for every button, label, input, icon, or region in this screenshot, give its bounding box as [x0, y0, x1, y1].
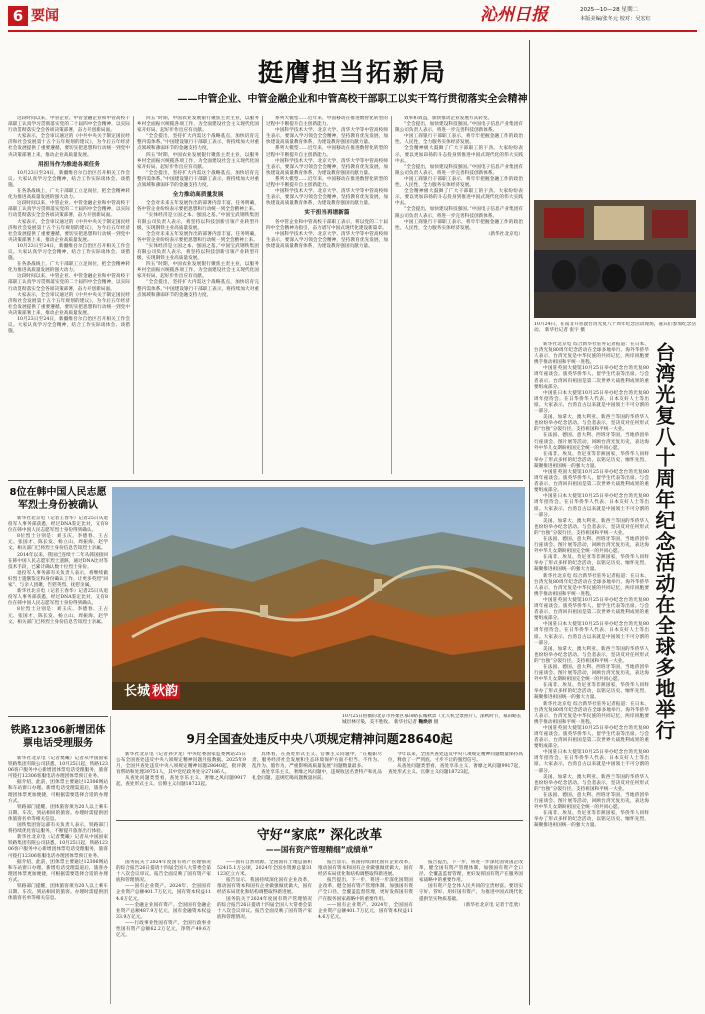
- lead-paragraph: 中国科学技术大学、北京大学、清华大学等中管高校师生表示，要深入学习领会全会精神，坚持教育优先发展，加快建设高质量教育体系，为建设教育强国贡献力量。: [266, 189, 388, 207]
- assets-paragraph: 报告显示，我国持续深化国有企业改革，推动国有资本和国有企业做强做优做大，国有经济布局优化和结构调整取得新进展。: [217, 878, 312, 896]
- right-paragraph: 在南非、埃及、肯尼亚等非洲国家，华侨华人同样举办了形式多样的纪念活动，以铭记历史、缅怀先烈，凝聚推进祖国统一的强大力量。: [534, 555, 649, 573]
- assets-paragraph: ——行政事业性国有资产。全国行政事业性国有资产总额62.2万亿元，净资产49.6万亿元。: [116, 920, 211, 939]
- eight-rules-title: 9月全国查处违反中央八项规定精神问题28640起: [186, 732, 453, 746]
- lead-paragraph: 中国工商银行干部职工表示，将牢牢把握金融工作的政治性、人民性，全力服务实体经济发展。: [395, 176, 523, 189]
- assets-paragraph: ——金融企业国有资产。全国国有金融企业资产总额487.9万亿元，国有金融资本权益33.9万亿元。: [116, 902, 211, 920]
- right-paragraph: 中国驻日本大使馆10月25日举办纪念台湾光复80周年招待会。在日华侨华人代表、日本友好人士等出席。大家表示，台湾自古以来就是中国领土不可分割的一部分。: [534, 750, 649, 774]
- right-paragraph: 美国、加拿大、澳大利亚、新西兰等国的华侨华人也纷纷举办纪念活动。与会者表示，坚决反对任何形式的“台独”分裂行径，支持祖国和平统一大业。: [534, 646, 649, 664]
- lead-paragraph: 中国科学技术大学、北京大学、清华大学等中管高校师生表示，要深入学习领会全会精神，坚持教育优先发展，加快建设高质量教育体系，为建设教育强国贡献力量。: [266, 158, 388, 176]
- assets-subtitle: ——国有资产管理精细“成绩单”: [265, 845, 374, 854]
- lead-paragraph: 中国科学技术大学、北京大学、清华大学等中管高校师生表示，要深入学习领会全会精神，坚持教育优先发展，加快建设高质量教育体系，为建设教育强国贡献力量。: [266, 231, 388, 249]
- lead-paragraph: 全会精神极大鼓舞了广大干部职工的干劲。大家纷纷表示，要以更加昂扬的斗志投身到推进中国式现代化的伟大实践中去。: [395, 146, 523, 164]
- right-paragraph: 新华社北京电 综合新华社驻外记者报道：在日本、台湾光复80周年纪念活动在全球多地举行。海外华侨华人表示，台湾光复是中华民族的共同记忆，两岸同胞要携手推动祖国和平统一进程。: [534, 342, 649, 366]
- lead-paragraph: 全会对未来五年发展作出的部署内容丰富、任务明确，各中管企业纷纷表示要把思想和行动统一到全会精神上来。: [137, 201, 259, 213]
- right-paragraph: 中国驻日本大使馆10月25日举办纪念台湾光复80周年招待会。在日华侨华人代表、日本友好人士等出席。大家表示，台湾自古以来就是中国领土不可分割的一部分。: [534, 494, 649, 518]
- vertical-title-text: 台湾光复八十周年纪念活动在全球多地举行: [652, 342, 676, 741]
- header-rule: [8, 30, 697, 32]
- right-article-body: [534, 342, 649, 1004]
- lead-paragraph: 全会精神极大鼓舞了广大干部职工的干劲。大家纷纷表示，要以更加昂扬的斗志投身到推进中国式现代化的伟大实践中去。: [395, 189, 523, 207]
- eight-rules-paragraph: 查处享乐主义、奢靡之风问题中，违规收送名贵特产和礼品礼金问题、违规吃喝问题数量居前。: [252, 770, 382, 782]
- rail-paragraph: 据介绍，此前，团体票主要通过12306网站和车站窗口办理。新增电话受理渠道后，旅客办理团体票更加便捷，可根据需要选择合适的办理方式。: [8, 859, 108, 883]
- right-column-divider: [529, 40, 530, 1005]
- assets-paragraph: ——国有企业资产。2024年，全国国有企业资产总额401.7万亿元，国有资本权益114.6万亿元。: [318, 902, 413, 920]
- rail-paragraph: 据介绍，此前，团体票主要通过12306网站和车站窗口办理。新增电话受理渠道后，旅客办理团体票更加便捷，可根据需要选择合适的办理方式。: [8, 780, 108, 804]
- lead-paragraph: 中国工商银行干部职工表示，将牢牢把握金融工作的政治性、人民性，全力服务实体经济发展。: [395, 134, 523, 146]
- lead-paragraph: “全会提出，加快建设科技强国。”中国电子信息产业集团有限公司负责人表示，将进一步完善科技创新体系。: [395, 207, 523, 219]
- right-paragraph: 在南非、埃及、肯尼亚等非洲国家，华侨华人同样举办了形式多样的纪念活动，以铭记历史、缅怀先烈，凝聚推进祖国统一的强大力量。: [534, 811, 649, 829]
- lead-section-heading: 全力推动高质量发展: [172, 192, 224, 199]
- photo-label: [124, 683, 224, 703]
- eight-rules-column-3: [388, 752, 523, 816]
- assets-paragraph: 国务院关于2024年度国有资产管理情况的综合报告26日提请十四届全国人大常委会第十八次会议审议。报告全面反映了国有资产家底和管理情况。: [217, 896, 312, 920]
- right-paragraph: 在法国、德国、意大利、西班牙等国，当地侨团举行座谈会、图片展等活动，回顾台湾光复历史，表达海外中华儿女期盼祖国完全统一的共同心愿。: [534, 537, 649, 555]
- lead-paragraph: 系列大模型……近年来，中国移动在推进数智化转型的过程中不断提升自主创新能力。: [266, 176, 388, 189]
- assets-column-3: [318, 860, 413, 1004]
- lead-section-heading: 实干担当再谱新篇: [304, 210, 350, 217]
- lead-paragraph: “全会提出，加快建设科技强国。”中国电子信息产业集团有限公司负责人表示，将进一步完善科技创新体系。: [395, 122, 523, 134]
- lead-paragraph: “全会提出，加快建设科技强国。”中国电子信息产业集团有限公司负责人表示，将进一步完善科技创新体系。: [395, 164, 523, 176]
- lead-paragraph: 四五”时期，中国农业发展银行聚焦主责主业，以服务乡村全面振兴统揽各项工作，为全面建设社会主义现代化国家开好局、起好步作出应有贡献。: [137, 116, 259, 134]
- eight-rules-paragraph: 从查处问题类型看，查处享乐主义、奢靡之风问题9917起，查处形式主义、官僚主义问题18723起。: [388, 764, 523, 776]
- korea-paragraph: 8位烈士分别是：刘玉庆、李德春、王占元、张国才、陈长发、杨立山、周振海、赵学文。相关部门已将烈士身份信息告知烈士亲属。: [8, 607, 108, 625]
- rail-paragraph: 国铁集团客运部有关负责人表示，铁路部门将持续优化客运服务，不断提升旅客出行体验。: [8, 823, 108, 835]
- rail-paragraph: 新华社北京电（记者樊曦）记者从中国国家铁路集团有限公司获悉，10月25日起，铁路12306客户服务中心新增团体票电话受理服务，旅客可拨打12306客服电话办理团体票预订业务。: [8, 756, 108, 780]
- lead-dateline: （新华社北京电）: [485, 231, 523, 237]
- right-vertical-headline: [652, 342, 696, 742]
- lead-paragraph: 10月23日至24日，新疆维吾尔自治区召开相关工作会议。大家认真学习全会精神，结合工作实际谈体会、谈措施。: [8, 243, 130, 262]
- assets-title: 守好“家底” 深化改革: [256, 828, 383, 843]
- lead-paragraph: 这段时间以来，中管企业、中管金融企业和中管高校干部职工认真学习贯彻落实党的二十届四中全会精神，以实际行动贯彻落实全会各项决策部署，奋力开创新局面。: [8, 116, 130, 134]
- assets-paragraph: 报告提出，下一步，将进一步深化国资国企改革，健全国有资产管理体制，加强国有资产全口径、全覆盖监督管理，更好发挥国有资产在服务国家战略中的重要作用。: [419, 860, 523, 884]
- lead-paragraph: 这段时间以来，中管企业、中管金融企业和中管高校干部职工认真学习贯彻落实党的二十届四中全会精神，以实际行动贯彻落实全会各项决策部署，奋力开创新局面。: [8, 274, 130, 292]
- right-paragraph: 中国驻英国大使馆10月25日举办纪念台湾光复80周年座谈会。旅英华侨华人、留学生代表等出席。与会者表示，台湾回归祖国是第二次世界大战胜利成果的重要组成部分。: [534, 597, 649, 622]
- right-paragraph: 中国驻日本大使馆10月25日举办纪念台湾光复80周年招待会。在日华侨华人代表、日本友好人士等出席。大家表示，台湾自古以来就是中国领土不可分割的一部分。: [534, 390, 649, 415]
- lead-paragraph: 10月23日至24日，新疆维吾尔自治区召开相关工作会议。大家认真学习全会精神，结合工作实际谈体会、谈措施。: [8, 170, 130, 188]
- right-paragraph: 中国驻英国大使馆10月25日举办纪念台湾光复80周年座谈会。旅英华侨华人、留学生代表等出席。与会者表示，台湾回归祖国是第二次世界大战胜利成果的重要组成部分。: [534, 366, 649, 390]
- assets-paragraph: 报告提出，下一步，将进一步深化国资国企改革，健全国有资产管理体制，加强国有资产全口径、全覆盖监督管理，更好发挥国有资产在服务国家战略中的重要作用。: [318, 878, 413, 902]
- korea-title: 8位在韩中国人民志愿军烈士身份被确认: [9, 487, 107, 511]
- lead-paragraph: 10月23日至24日，新疆维吾尔自治区召开相关工作会议。大家认真学习全会精神，结合工作实际谈体会、谈措施。: [8, 317, 130, 335]
- eight-rules-column-2: [252, 752, 382, 816]
- right-paragraph: 在南非、埃及、肯尼亚等非洲国家，华侨华人同样举办了形式多样的纪念活动，以铭记历史、缅怀先烈，凝聚推进祖国统一的强大力量。: [534, 683, 649, 701]
- rail-paragraph: 新华社北京电（记者樊曦）记者从中国国家铁路集团有限公司获悉，10月25日起，铁路12306客户服务中心新增团体票电话受理服务，旅客可拨打12306客服电话办理团体票预订业务。: [8, 835, 108, 859]
- lead-column-4: [395, 116, 523, 474]
- eight-rules-paragraph: 新华社北京电（记者孙少龙）中央纪委国家监委网站25日公布全国查处违反中央八项规定精神问题月报数据。2025年9月，全国共查处违反中央八项规定精神问题28640起，批评教育帮助和处理39751人，其中党纪政务处分27186人。: [116, 752, 246, 776]
- photo-caption: [342, 714, 522, 726]
- lead-paragraph: 大家表示，全会审议通过的《中共中央关于制定国民经济和社会发展第十五个五年规划的建议》，为今后五年经济社会发展提供了重要遵循，要切实把思想和行动统一到党中央决策部署上来，推动企业高质量发展。: [8, 134, 130, 158]
- photo-credit: 新华社记者 张宇 摄: [544, 328, 585, 334]
- rail-headline: [8, 724, 108, 750]
- assets-column-2: [217, 860, 312, 1004]
- right-paragraph: 中国驻英国大使馆10月25日举办纪念台湾光复80周年座谈会。旅英华侨华人、留学生代表等出席。与会者表示，台湾回归祖国是第二次世界大战胜利成果的重要组成部分。: [534, 725, 649, 750]
- lead-paragraph: “实体经济是立国之本、强国之基。”中国宝武钢铁集团有限公司负责人表示，将坚持以科技创新引领产业转型升级，实现钢铁主业高质量发展。: [137, 213, 259, 231]
- column-divider: [391, 116, 392, 474]
- right-paragraph: 美国、加拿大、澳大利亚、新西兰等国的华侨华人也纷纷举办纪念活动。与会者表示，坚决反对任何形式的“台独”分裂行径，支持祖国和平统一大业。: [534, 518, 649, 536]
- korea-headline: [8, 486, 108, 512]
- column-divider: [262, 116, 263, 474]
- lead-paragraph: 效率和效益，加快推动企业发展方式转变。: [404, 116, 493, 121]
- assets-column-1: [116, 860, 211, 1004]
- section-title: 要闻: [31, 8, 59, 24]
- photo-caption-text: 10月25日拍摄的北京市怀柔区慕田峪长城秋景（无人机全景照片）。深秋时节，慕田峪长城层林尽染，美不胜收。: [342, 714, 522, 726]
- lead-paragraph: 四五”时期，中国农业发展银行聚焦主责主业，以服务乡村全面振兴统揽各项工作，为全面建设社会主义现代化国家开好局、起好步作出应有贡献。: [137, 262, 259, 280]
- lead-paragraph: 在各条战线上，广大干部职工立足岗位，把全会精神转化为推进高质量发展的强大动力。: [8, 189, 130, 201]
- lead-paragraph: 大家表示，全会审议通过的《中共中央关于制定国民经济和社会发展第十五个五年规划的建议》，为今后五年经济社会发展提供了重要遵循，要切实把思想和行动统一到党中央决策部署上来，推动企业高质量发展。: [8, 292, 130, 316]
- right-paragraph: 新华社北京电 综合新华社驻外记者报道：在日本、台湾光复80周年纪念活动在全球多地举行。海外华侨华人表示，台湾光复是中华民族的共同记忆，两岸同胞要携手推动祖国和平统一进程。: [534, 573, 649, 597]
- right-photo: [534, 200, 696, 318]
- photo-credit-name: 鞠焕宗: [418, 720, 433, 726]
- issue-date: 2025—10—28 星期二: [580, 7, 639, 13]
- lead-paragraph: “全会提出，坚持扩大内需这个战略基点，加快培育完整内需体系。”中国建设银行干部职工表示，将持续加大对重点领域和薄弱环节的金融支持力度。: [137, 134, 259, 152]
- photo-credit-prefix: 新华社记者: [394, 720, 417, 726]
- right-paragraph: 美国、加拿大、澳大利亚、新西兰等国的华侨华人也纷纷举办纪念活动。与会者表示，坚决反对任何形式的“台独”分裂行径，支持祖国和平统一大业。: [534, 774, 649, 792]
- lead-paragraph: “全会提出，坚持扩大内需这个战略基点，加快培育完整内需体系。”中国建设银行干部职工表示，将持续加大对重点领域和薄弱环节的金融支持力度。: [137, 170, 259, 189]
- lead-paragraph: 这段时间以来，中管企业、中管金融企业和中管高校干部职工认真学习贯彻落实党的二十届四中全会精神，以实际行动贯彻落实全会各项决策部署，奋力开创新局面。: [8, 201, 130, 219]
- rail-paragraph: 铁路部门提醒，团体旅客须为20人以上乘车日期、车次、到站相同的旅客。办理时需提供团体旅客名单等相关信息。: [8, 804, 108, 822]
- eight-rules-paragraph: 从查处问题类型看，查处享乐主义、奢靡之风问题9917起，查处形式主义、官僚主义问题18723起。: [116, 776, 246, 788]
- right-paragraph: 在法国、德国、意大利、西班牙等国，当地侨团举行座谈会、图片展等活动，回顾台湾光复历史，表达海外中华儿女期盼祖国完全统一的共同心愿。: [534, 664, 649, 683]
- right-paragraph: 在南非、埃及、肯尼亚等非洲国家，华侨华人同样举办了形式多样的纪念活动，以铭记历史、缅怀先烈，凝聚推进祖国统一的强大力量。: [534, 451, 649, 469]
- korea-paragraph: 8位烈士分别是：刘玉庆、李德春、王占元、张国才、陈长发、杨立山、周振海、赵学文。相关部门已将烈士身份信息告知烈士亲属。: [8, 534, 108, 552]
- lead-column-2: [137, 116, 259, 474]
- assets-paragraph: 国有资产是全体人民共同的宝贵财富。要切实守好、管好、用好国有资产，为推进中国式现代化提供坚实物质基础。: [419, 884, 523, 902]
- korea-paragraph: 退役军人事务部有关负责人表示，将继续做好烈士遗骸鉴定和身份确认工作，让更多英烈“回家”、与亲人团聚，告慰英烈、抚慰亲属。: [8, 570, 108, 589]
- section-rule: [8, 716, 108, 717]
- right-paragraph: 中国驻日本大使馆10月25日举办纪念台湾光复80周年招待会。在日华侨华人代表、日本友好人士等出席。大家表示，台湾自古以来就是中国领土不可分割的一部分。: [534, 622, 649, 646]
- editor-credits: 本版美编/张冬元 校对：吴宏红: [580, 16, 651, 22]
- photo-credit-suffix: 摄: [433, 720, 439, 726]
- lead-column-3: [266, 116, 388, 474]
- section-rule: [116, 820, 523, 821]
- eight-rules-paragraph: 具体看，在查处形式主义、官僚主义问题中，“在履职尽责、服务经济社会发展和生态环境保护方面不担当、不作为、乱作为、假作为，严重影响高质量发展”问题数量最多。: [252, 752, 382, 770]
- lead-paragraph: “全会提出，坚持扩大内需这个战略基点，加快培育完整内需体系。”中国建设银行干部职工表示，将持续加大对重点领域和薄弱环节的金融支持力度。: [137, 280, 259, 298]
- lead-paragraph: 各中管企业和中管高校干部职工表示，将以党的二十届四中全会精神为指引，奋力谱写中国式现代化建设新篇章。: [266, 219, 388, 231]
- rail-paragraph: 铁路部门提醒，团体旅客须为20人以上乘车日期、车次、到站相同的旅客。办理时需提供团体旅客名单等相关信息。: [8, 883, 108, 902]
- lead-paragraph: 系列大模型……近年来，中国移动在推进数智化转型的过程中不断提升自主创新能力。: [266, 116, 388, 128]
- korea-paragraph: 新华社北京电（记者王春华）记者25日从退役军人事务部获悉，经过DNA鉴定比对，又有8位在韩中国人民志愿军烈士身份得到确认。: [8, 589, 108, 607]
- column-divider: [110, 716, 111, 1004]
- eight-rules-paragraph: 今年以来，全国共查处违反中央八项规定精神问题数量保持高位，释放了一严到底、寸步不让的强烈信号。: [388, 752, 523, 764]
- photo-label-highlight: 秋韵: [152, 684, 179, 699]
- lead-paragraph: 中国科学技术大学、北京大学、清华大学等中管高校师生表示，要深入学习领会全会精神，坚持教育优先发展，加快建设高质量教育体系，为建设教育强国贡献力量。: [266, 128, 388, 146]
- event-photo: [534, 200, 696, 318]
- lead-section-heading: 用担当作为推进各项任务: [37, 161, 101, 168]
- korea-paragraph: 新华社北京电（记者王春华）记者25日从退役军人事务部获悉，经过DNA鉴定比对，又有8位在韩中国人民志愿军烈士身份得到确认。: [8, 516, 108, 534]
- lead-column-1: [8, 116, 130, 474]
- right-paragraph: 新华社北京电 综合新华社驻外记者报道：在日本、台湾光复80周年纪念活动在全球多地举行。海外华侨华人表示，台湾光复是中华民族的共同记忆，两岸同胞要携手推动祖国和平统一进程。: [534, 701, 649, 725]
- page-number: 6: [8, 6, 28, 26]
- great-wall-photo: [112, 487, 525, 710]
- right-paragraph: 在法国、德国、意大利、西班牙等国，当地侨团举行座谈会、图片展等活动，回顾台湾光复历史，表达海外中华儿女期盼祖国完全统一的共同心愿。: [534, 433, 649, 451]
- lead-subheadline: ——中管企业、中管金融企业和中管高校干部职工以实干笃行贯彻落实全会精神: [177, 94, 528, 105]
- column-divider: [133, 116, 134, 474]
- lead-paragraph: 系列大模型……近年来，中国移动在推进数智化转型的过程中不断提升自主创新能力。: [266, 146, 388, 158]
- caption-text: 10月24日，在南非开普敦台湾光复八十周年纪念活动现场，嘉宾们参加纪念活动。: [534, 322, 696, 334]
- right-paragraph: 美国、加拿大、澳大利亚、新西兰等国的华侨华人也纷纷举办纪念活动。与会者表示，坚决反对任何形式的“台独”分裂行径，支持祖国和平统一大业。: [534, 415, 649, 433]
- assets-column-4: [419, 860, 523, 1004]
- lead-headline: 挺膺担当拓新局: [257, 58, 447, 87]
- right-paragraph: 中国驻英国大使馆10月25日举办纪念台湾光复80周年座谈会。旅英华侨华人、留学生代表等出席。与会者表示，台湾回归祖国是第二次世界大战胜利成果的重要组成部分。: [534, 469, 649, 494]
- rail-article-body: [8, 756, 108, 1004]
- rail-title: 铁路12306新增团体票电话受理服务: [10, 725, 106, 749]
- lead-paragraph: 四五”时期，中国农业发展银行聚焦主责主业，以服务乡村全面振兴统揽各项工作，为全面建设社会主义现代化国家开好局、起好步作出应有贡献。: [137, 152, 259, 170]
- photo-label-part: 长城: [124, 684, 151, 699]
- lead-paragraph: 全会对未来五年发展作出的部署内容丰富、任务明确，各中管企业纷纷表示要把思想和行动统一到全会精神上来。: [137, 231, 259, 243]
- korea-article-body: [8, 516, 108, 712]
- eight-rules-headline: [116, 731, 523, 747]
- masthead-logo: 沁州日报: [480, 5, 548, 25]
- right-paragraph: 在法国、德国、意大利、西班牙等国，当地侨团举行座谈会、图片展等活动，回顾台湾光复历史，表达海外中华儿女期盼祖国完全统一的共同心愿。: [534, 792, 649, 811]
- eight-rules-column-1: [116, 752, 246, 816]
- landscape-image: [112, 487, 525, 710]
- assets-paragraph: ——国有自然资源。全国国有土地总面积52415.1万公顷，2024年全国水资源总量31123亿立方米。: [217, 860, 312, 878]
- assets-paragraph: ——国有企业资产。2024年，全国国有企业资产总额401.7万亿元，国有资本权益114.6万亿元。: [116, 884, 211, 902]
- assets-headline: [116, 827, 523, 855]
- assets-paragraph: 报告显示，我国持续深化国有企业改革，推动国有资本和国有企业做强做优做大，国有经济布局优化和结构调整取得新进展。: [318, 860, 413, 878]
- lead-paragraph: 大家表示，全会审议通过的《中共中央关于制定国民经济和社会发展第十五个五年规划的建议》，为今后五年经济社会发展提供了重要遵循，要切实把思想和行动统一到党中央决策部署上来，推动企业高质量发展。: [8, 219, 130, 243]
- assets-credit: （新华社北京电 记者于佳欣）: [461, 902, 523, 908]
- lead-paragraph: “实体经济是立国之本、强国之基。”中国宝武钢铁集团有限公司负责人表示，将坚持以科技创新引领产业转型升级，实现钢铁主业高质量发展。: [137, 243, 259, 262]
- lead-paragraph: 中国工商银行干部职工表示，将牢牢把握金融工作的政治性、人民性，全力服务实体经济发展。: [395, 219, 523, 231]
- korea-paragraph: 2014年以来，我国已连续十二年从韩国接回在韩中国人民志愿军烈士遗骸，通过DNA比对等技术手段，已累计确认数十位烈士身份。: [8, 552, 108, 570]
- assets-paragraph: 国务院关于2024年度国有资产管理情况的综合报告26日提请十四届全国人大常委会第十八次会议审议。报告全面反映了国有资产家底和管理情况。: [116, 860, 211, 884]
- right-photo-caption: [534, 322, 696, 334]
- section-rule: [8, 480, 523, 481]
- lead-paragraph: 在各条战线上，广大干部职工立足岗位，把全会精神转化为推进高质量发展的强大动力。: [8, 262, 130, 274]
